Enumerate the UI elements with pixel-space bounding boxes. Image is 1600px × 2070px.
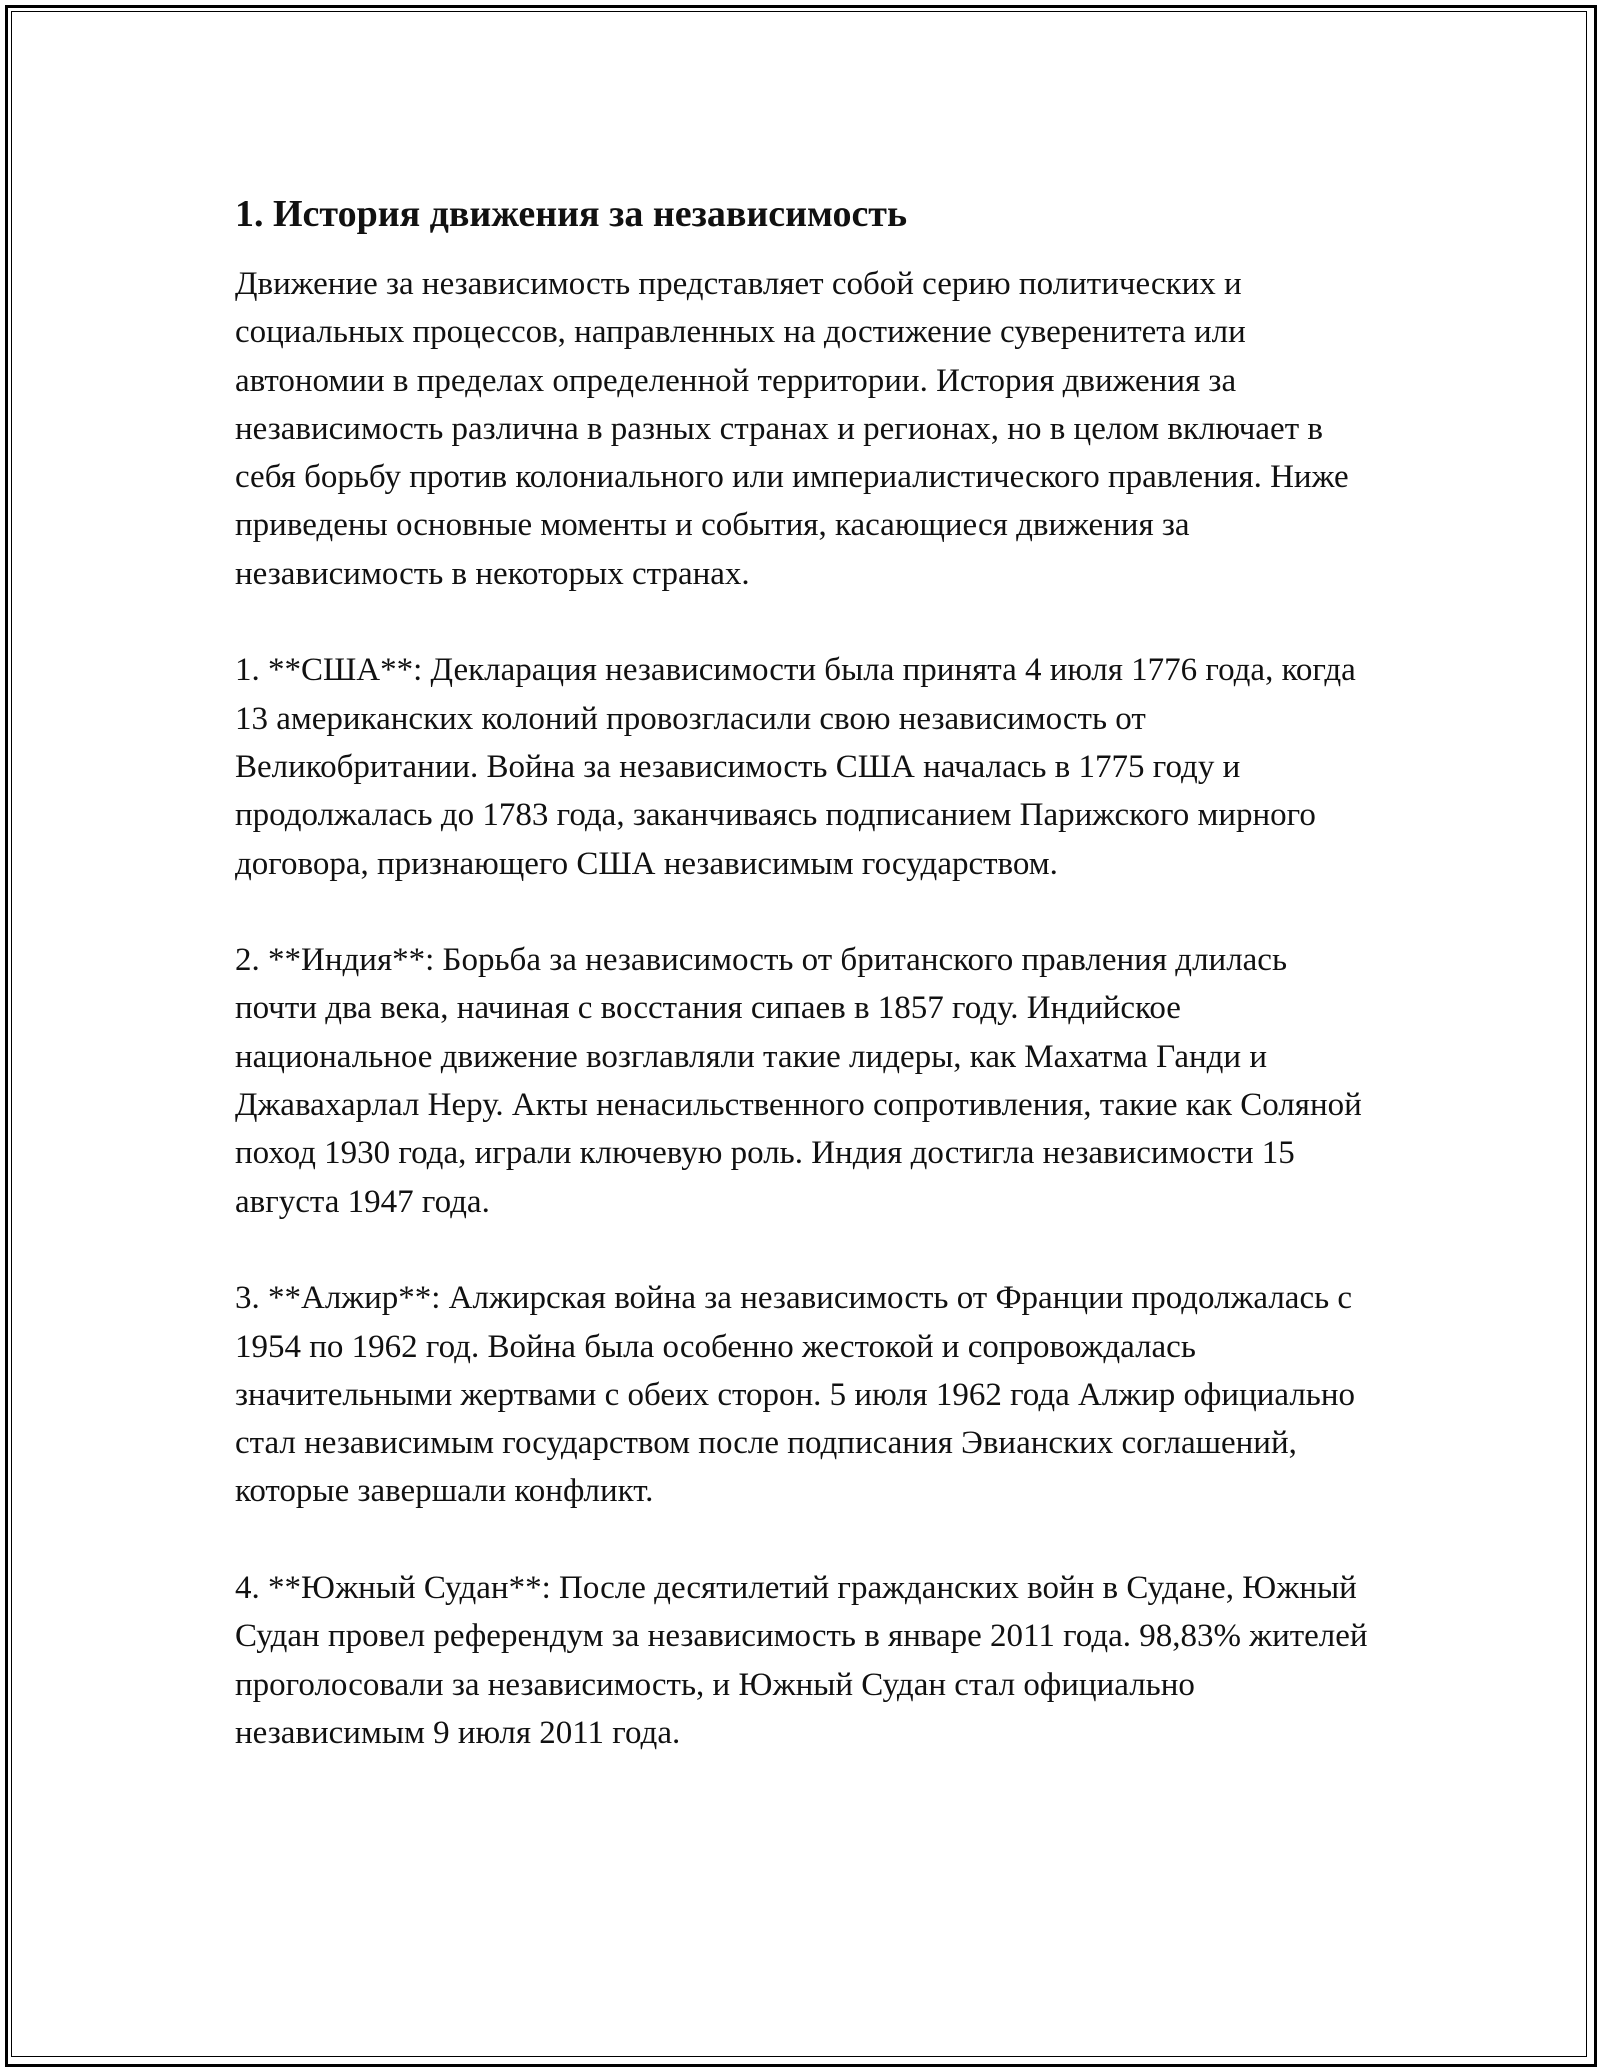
list-item-india: 2. **Индия**: Борьба за независимость от британского правления длилась почти два века, начиная с восстания сипаев в 1857 году. Индийское национальное движение возглавляли такие лидеры, как Махатма Ганди и Джавахарлал Неру. Акты ненасильственного сопротивления, такие как Соляной поход 1930 года, играли ключевую роль. Индия достигла независимости 15 августа 1947 года. xyxy=(235,942,1362,1220)
list-item-usa: 1. **США**: Декларация независимости была принята 4 июля 1776 года, когда 13 американских колоний провозгласили свою независимость от Великобритании. Война за независимость США началась в 1775 году и продолжалась до 1783 года, заканчиваясь подписанием Парижского мирного договора, признающего США независимым государством. xyxy=(235,652,1356,882)
intro-paragraph: Движение за независимость представляет собой серию политических и социальных процессов, направленных на достижение суверенитета или автономии в пределах определенной территории. История движения за независимость различна в разных странах и регионах, но в целом включает в себя борьбу против колониального или империалистического правления. Ниже приведены основные моменты и события, касающиеся движения за независимость в некоторых странах. xyxy=(235,266,1349,592)
document-body xyxy=(235,190,1375,1757)
section-heading: 1. История движения за независимость xyxy=(235,193,908,235)
list-item-south-sudan: 4. **Южный Судан**: После десятилетий гражданских войн в Судане, Южный Судан провел референдум за независимость в январе 2011 года. 98,83% жителей проголосовали за независимость, и Южный Судан стал официально независимым 9 июля 2011 года. xyxy=(235,1570,1368,1751)
list-item-algeria: 3. **Алжир**: Алжирская война за независимость от Франции продолжалась с 1954 по 1962 год. Война была особенно жестокой и сопровождалась значительными жертвами с обеих сторон. 5 июля 1962 года Алжир официально стал независимым государством после подписания Эвианских соглашений, которые завершали конфликт. xyxy=(235,1280,1356,1510)
